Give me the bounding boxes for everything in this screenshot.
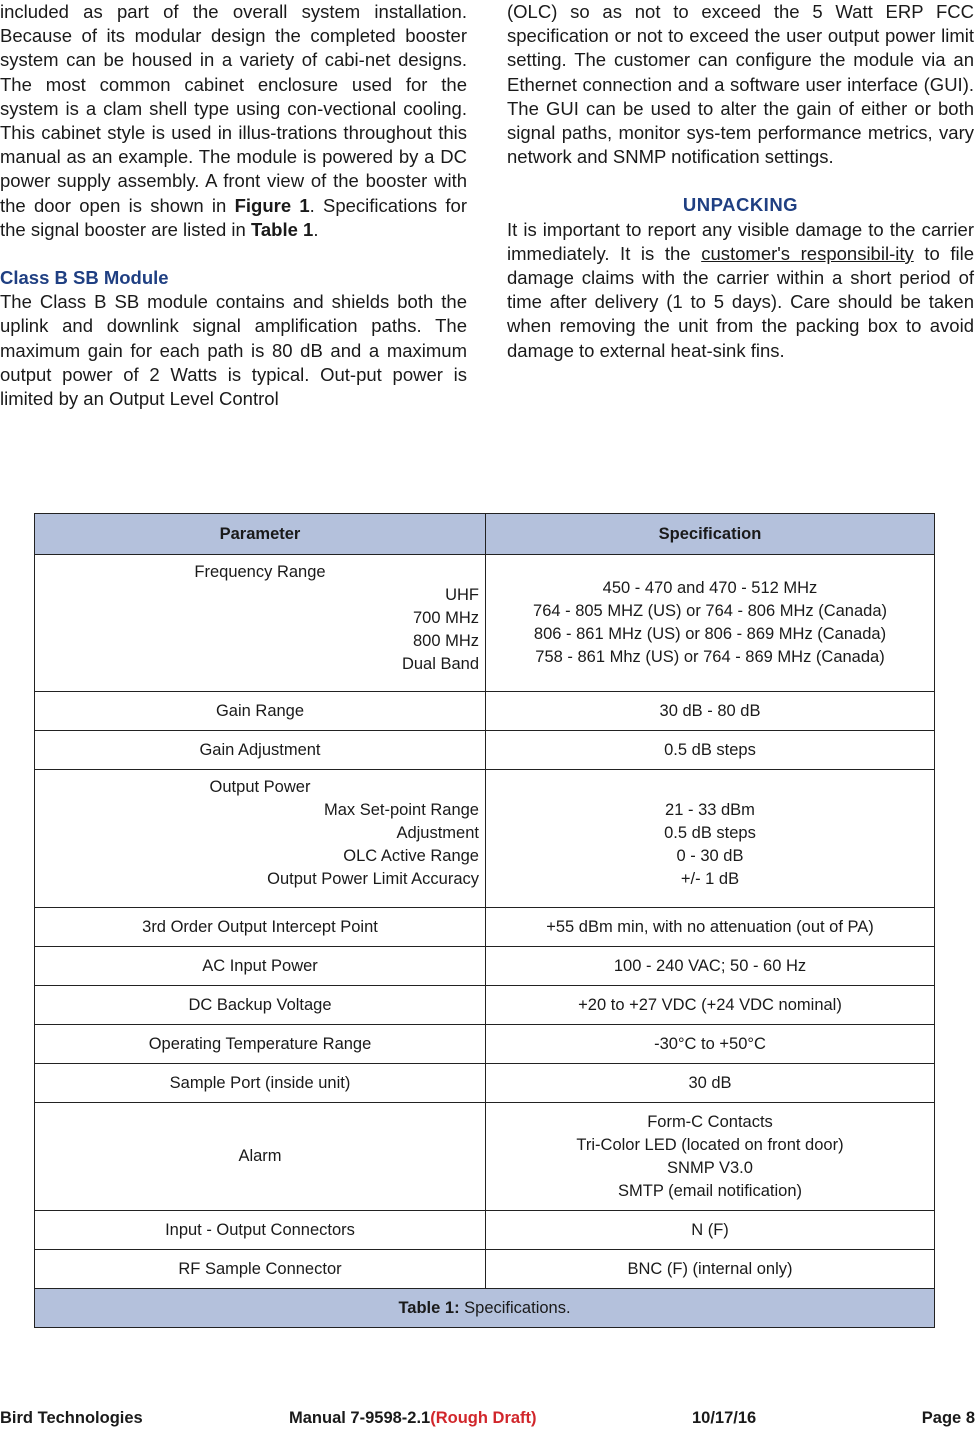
table-row — [35, 555, 935, 692]
table-row — [35, 986, 935, 1025]
unpacking-paragraph — [507, 218, 974, 363]
alarm-label: Alarm — [35, 1103, 486, 1211]
sample-port-value: 30 dB — [486, 1064, 935, 1103]
table-row — [35, 1025, 935, 1064]
sample-port-label: Sample Port (inside unit) — [35, 1064, 486, 1103]
footer-manual-block — [289, 1409, 537, 1428]
footer-draft-label: (Rough Draft) — [430, 1409, 537, 1427]
caption-text: Specifications. — [459, 1298, 571, 1317]
output-power-label: Output Power — [209, 778, 311, 796]
freq-value-800: 806 - 861 MHz (US) or 806 - 869 MHz (Canada) — [533, 625, 887, 643]
olc-range-label: OLC Active Range — [343, 847, 479, 865]
band-700-label: 700 MHz — [412, 609, 479, 627]
intro-text-mid: . Specifications for the signal booster are listed in — [0, 194, 467, 240]
right-column — [507, 0, 974, 363]
class-b-paragraph: The Class B SB module contains and shields both the uplink and downlink signal amplification paths. The maximum gain for each path is 80 dB and a maximum output power of 2 Watts is typical. Out-put power is limited by an Output Level Control — [0, 291, 467, 410]
dc-backup-value: +20 to +27 VDC (+24 VDC nominal) — [486, 986, 935, 1025]
intercept-label: 3rd Order Output Intercept Point — [35, 908, 486, 947]
max-setpoint-label: Max Set-point Range — [323, 801, 479, 819]
gain-adjustment-label: Gain Adjustment — [35, 731, 486, 770]
alarm-value-smtp: SMTP (email notification) — [617, 1181, 802, 1200]
limit-accuracy-label: Output Power Limit Accuracy — [267, 870, 479, 888]
responsibility-link[interactable]: customer's responsibil-ity — [701, 242, 914, 264]
table-row — [35, 947, 935, 986]
alarm-value-formc: Form-C Contacts — [647, 1112, 773, 1131]
band-uhf-label: UHF — [445, 586, 479, 604]
ac-input-label: AC Input Power — [35, 947, 486, 986]
temperature-value: -30°C to +50°C — [486, 1025, 935, 1064]
table-row — [35, 1211, 935, 1250]
table-caption — [35, 1289, 935, 1328]
page-footer — [0, 1409, 975, 1431]
table-reference[interactable]: Table 1 — [250, 218, 314, 240]
table-row — [35, 770, 935, 908]
unpacking-heading: UNPACKING — [682, 194, 799, 216]
temperature-label: Operating Temperature Range — [35, 1025, 486, 1064]
table-row — [35, 692, 935, 731]
table-row — [35, 1250, 935, 1289]
rf-sample-value: BNC (F) (internal only) — [486, 1250, 935, 1289]
olc-range-value: 0 - 30 dB — [676, 847, 744, 865]
table-row — [35, 1103, 935, 1211]
adjustment-value: 0.5 dB steps — [664, 824, 756, 842]
gain-range-value: 30 dB - 80 dB — [486, 692, 935, 731]
footer-manual: Manual 7-9598-2.1 — [289, 1409, 431, 1427]
output-power-cell — [35, 770, 486, 908]
max-setpoint-value: 21 - 33 dBm — [665, 801, 755, 819]
intro-text: included as part of the overall system installation. Because of its modular design the completed booster system can be housed in a variety of cabi-net designs. The most common cabinet enclosure used for the system is a clam shell type using con-vectional cooling. This cabinet style is used in illus-trations throughout this manual as an example. The module is powered by a DC power supply assembly. A front view of the booster with the door open is shown in — [0, 1, 467, 216]
left-column — [0, 0, 467, 411]
alarm-value-snmp: SNMP V3.0 — [667, 1158, 753, 1177]
figure-reference[interactable]: Figure 1 — [234, 194, 310, 216]
connectors-label: Input - Output Connectors — [35, 1211, 486, 1250]
connectors-value: N (F) — [486, 1211, 935, 1250]
freq-value-dual: 758 - 861 Mhz (US) or 764 - 869 MHz (Canada) — [535, 648, 885, 666]
adjustment-label: Adjustment — [396, 824, 479, 842]
header-parameter: Parameter — [35, 514, 486, 555]
limit-accuracy-value: +/- 1 dB — [680, 870, 740, 888]
rf-sample-label: RF Sample Connector — [35, 1250, 486, 1289]
output-power-values — [486, 770, 935, 908]
intro-text-end: . — [313, 218, 319, 240]
alarm-value-led: Tri-Color LED (located on front door) — [576, 1135, 844, 1154]
unpacking-text-end: to file damage claims with the carrier within a short period of time after delivery (1 to 5 days). Care should be taken when removing the unit from the packing box to avoid damage to external heat-sink fins. — [507, 242, 974, 361]
caption-label: Table 1: — [398, 1298, 460, 1317]
frequency-range-cell — [35, 555, 486, 692]
table-row — [35, 1064, 935, 1103]
intercept-value: +55 dBm min, with no attenuation (out of PA) — [486, 908, 935, 947]
band-800-label: 800 MHz — [412, 632, 479, 650]
table-caption-row — [35, 1289, 935, 1328]
olc-paragraph: (OLC) so as not to exceed the 5 Watt ERP FCC specification or not to exceed the user output power limit setting. The customer can configure the module via an Ethernet connection and a software user interface (GUI). The GUI can be used to alter the gain of either or both signal paths, monitor sys-tem performance metrics, vary network and SNMP notification settings. — [507, 1, 974, 168]
frequency-range-label: Frequency Range — [194, 563, 326, 581]
class-b-heading: Class B SB Module — [0, 267, 169, 289]
specifications-table — [34, 513, 935, 1328]
dc-backup-label: DC Backup Voltage — [35, 986, 486, 1025]
footer-company: Bird Technologies — [0, 1409, 143, 1427]
gain-range-label: Gain Range — [35, 692, 486, 731]
table-row — [35, 731, 935, 770]
ac-input-value: 100 - 240 VAC; 50 - 60 Hz — [486, 947, 935, 986]
alarm-values — [486, 1103, 935, 1211]
header-specification: Specification — [486, 514, 935, 555]
frequency-range-values — [486, 555, 935, 692]
gain-adjustment-value: 0.5 dB steps — [486, 731, 935, 770]
footer-date: 10/17/16 — [692, 1409, 757, 1427]
unpacking-text: It is important to report any visible damage to the carrier immediately. It is the — [507, 218, 974, 264]
freq-value-uhf: 450 - 470 and 470 - 512 MHz — [602, 579, 818, 597]
freq-value-700: 764 - 805 MHZ (US) or 764 - 806 MHz (Canada) — [533, 602, 887, 620]
table-row — [35, 908, 935, 947]
table-header-row — [35, 514, 935, 555]
band-dual-label: Dual Band — [401, 655, 479, 673]
intro-paragraph — [0, 0, 467, 242]
footer-page-number: Page 8 — [921, 1409, 975, 1427]
